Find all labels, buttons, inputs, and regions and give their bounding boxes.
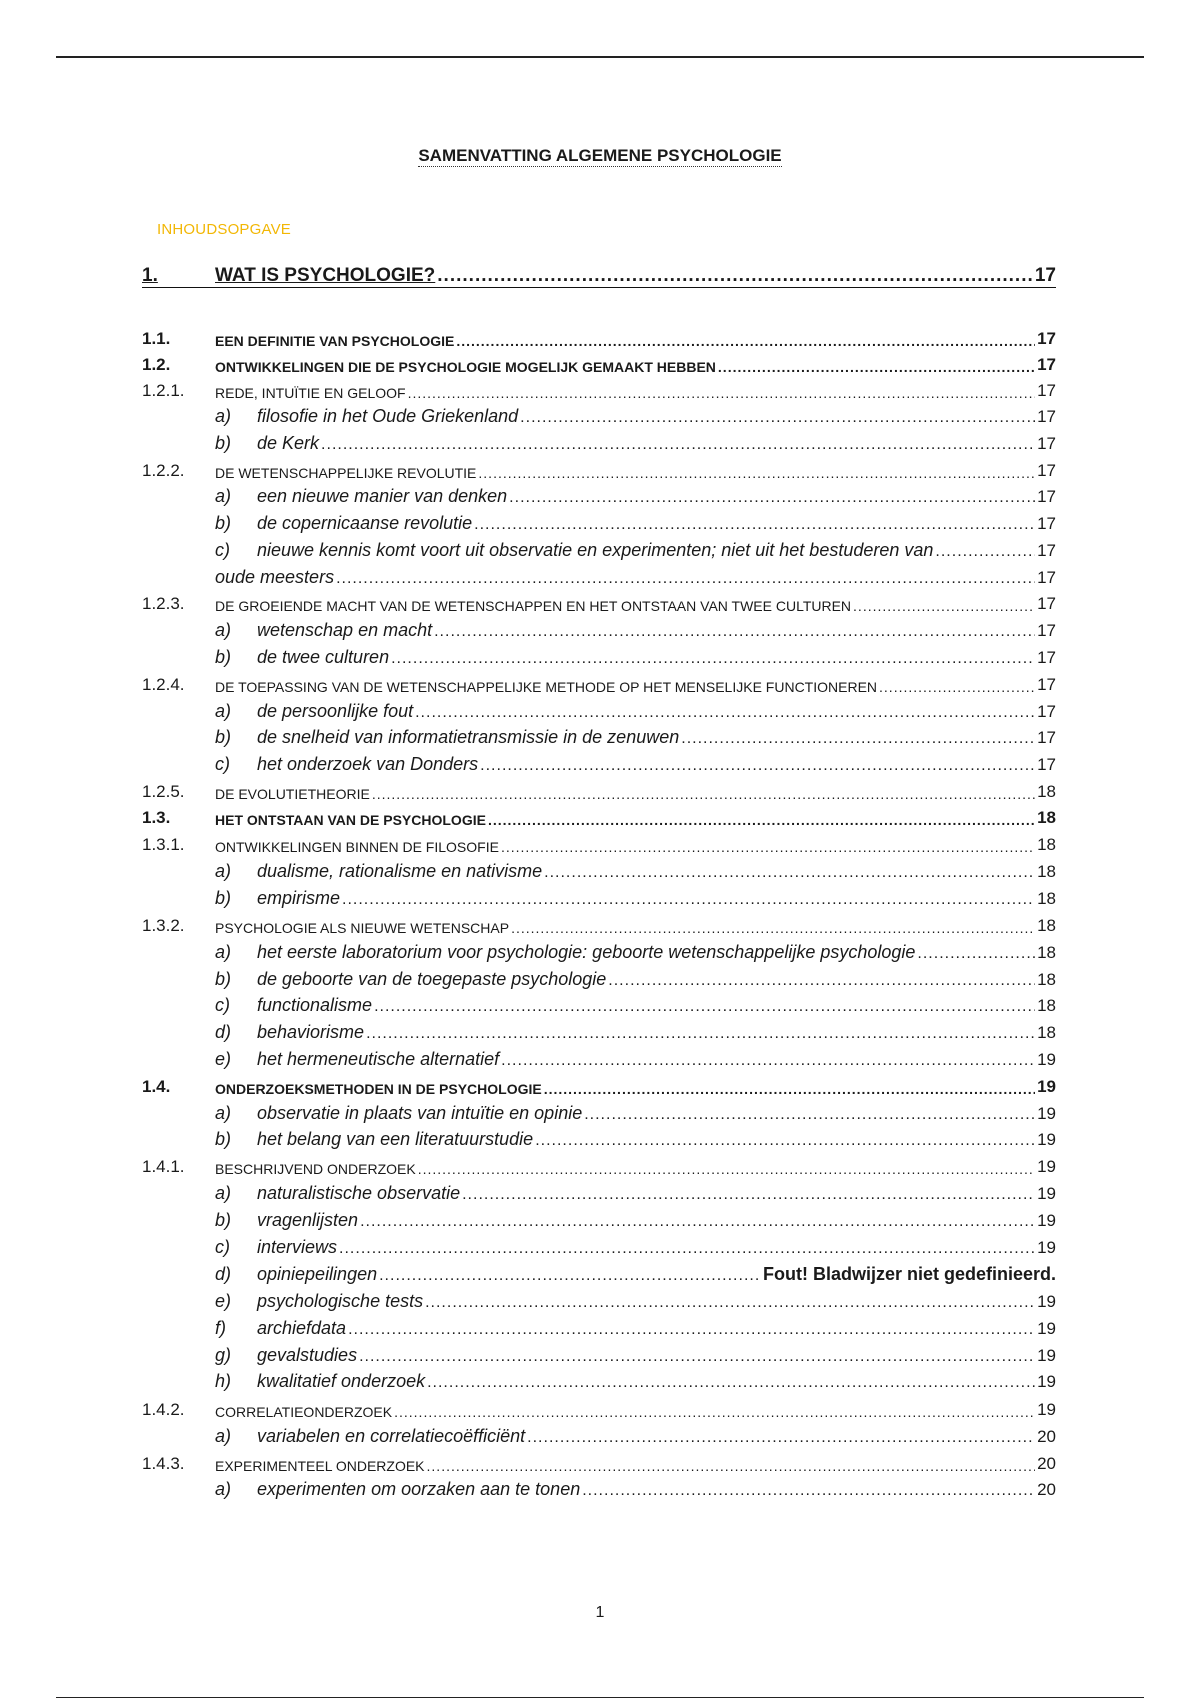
toc-entry-title: DE WETENSCHAPPELIJKE REVOLUTIE	[215, 465, 477, 481]
toc-entry[interactable]	[142, 428, 1056, 454]
toc-entry-title: psychologische tests	[257, 1291, 424, 1311]
header-rule	[56, 56, 1144, 58]
toc-entry-page: 19	[1037, 1346, 1056, 1365]
toc-entry[interactable]	[142, 642, 1056, 668]
toc-entry-number: 1.2.5.	[142, 782, 185, 801]
toc-entry-page: 18	[1037, 996, 1056, 1015]
toc-entry[interactable]	[142, 1286, 1056, 1312]
toc-entry-number: 1.2.3.	[142, 594, 185, 613]
toc-entry[interactable]	[142, 615, 1056, 641]
toc-dot-leader	[321, 438, 1035, 454]
toc-entry[interactable]	[142, 375, 1056, 401]
toc-entry-page: 19	[1037, 1077, 1056, 1096]
toc-entry[interactable]	[142, 1366, 1056, 1392]
toc-dot-leader	[339, 1242, 1035, 1258]
toc-entry-title: REDE, INTUÏTIE EN GELOOF	[215, 385, 406, 401]
toc-dot-leader	[408, 387, 1035, 401]
toc-entry-title: HET ONTSTAAN VAN DE PSYCHOLOGIE	[215, 812, 486, 828]
toc-entry-page: 17	[1037, 381, 1056, 400]
toc-dot-leader	[511, 922, 1035, 936]
toc-entry[interactable]	[142, 1205, 1056, 1231]
page-number: 1	[595, 1604, 605, 1621]
toc-entry-page: 17	[1037, 514, 1056, 533]
toc-dot-leader	[415, 706, 1035, 722]
toc-entry-letter: d)	[215, 1264, 232, 1284]
toc-dot-leader	[366, 1027, 1035, 1043]
toc-entry-page: 18	[1037, 916, 1056, 935]
toc-entry-page: 18	[1037, 1023, 1056, 1042]
toc-entry-page: 18	[1037, 970, 1056, 989]
toc-entry-number: 1.3.2.	[142, 916, 185, 935]
toc-dot-leader	[608, 974, 1035, 990]
toc-entry-page: 17	[1037, 675, 1056, 694]
toc-entry[interactable]	[142, 588, 1056, 614]
toc-entry[interactable]	[142, 669, 1056, 695]
toc-entry-title: interviews	[257, 1237, 338, 1257]
toc-entry-title: nieuwe kennis komt voort uit observatie en experimenten; niet uit het bestuderen van	[257, 540, 934, 560]
toc-entry[interactable]	[142, 722, 1056, 748]
toc-entry-number: 1.	[142, 265, 158, 286]
toc-entry-title: de persoonlijke fout	[257, 701, 414, 721]
toc-entry-title: het onderzoek van Donders	[257, 754, 479, 774]
toc-entry-letter: a)	[215, 1103, 232, 1123]
toc-dot-leader	[427, 1460, 1036, 1474]
toc-entry-title: empirisme	[257, 888, 341, 908]
toc-dot-leader	[584, 1108, 1035, 1124]
toc-entry-page: 17	[1037, 702, 1056, 721]
toc-entry-title: DE TOEPASSING VAN DE WETENSCHAPPELIJKE METHODE OP HET MENSELIJKE FUNCTIONEREN	[215, 679, 878, 695]
toc-entry-title: ONTWIKKELINGEN BINNEN DE FILOSOFIE	[215, 839, 499, 855]
toc-entry-page: 20	[1037, 1480, 1056, 1499]
toc-entry-page: 19	[1037, 1130, 1056, 1149]
toc-entry-letter: a)	[215, 701, 232, 721]
toc-entry-page: 17	[1037, 648, 1056, 667]
toc-entry-page: 19	[1037, 1157, 1056, 1176]
toc-dot-leader	[681, 732, 1035, 748]
toc-entry-number: 1.4.2.	[142, 1400, 185, 1419]
toc-entry-letter: e)	[215, 1291, 232, 1311]
toc-entry[interactable]	[142, 1340, 1056, 1366]
footer-rule	[56, 1697, 1144, 1698]
toc-heading: INHOUDSOPGAVE	[157, 221, 292, 238]
toc-entry-page: 18	[1037, 943, 1056, 962]
toc-entry-title: WAT IS PSYCHOLOGIE?	[215, 265, 436, 286]
toc-entry[interactable]	[142, 1151, 1056, 1177]
toc-entry[interactable]	[142, 1124, 1056, 1150]
toc-entry-title: het eerste laboratorium voor psychologie: geboorte wetenschappelijke psychologie	[257, 942, 916, 962]
toc-entry-page: 18	[1037, 862, 1056, 881]
toc-entry[interactable]	[142, 1232, 1056, 1258]
toc-entry-number: 1.4.1.	[142, 1157, 185, 1176]
toc-entry-letter: a)	[215, 620, 232, 640]
toc-entry-letter: b)	[215, 1210, 232, 1230]
toc-entry-title: DE EVOLUTIETHEORIE	[215, 786, 370, 802]
toc-entry-title: EXPERIMENTEEL ONDERZOEK	[215, 1458, 425, 1474]
toc-entry-page: 17	[1037, 728, 1056, 747]
toc-entry[interactable]	[142, 1044, 1056, 1070]
toc-entry-letter: a)	[215, 1426, 232, 1446]
toc-entry-title: BESCHRIJVEND ONDERZOEK	[215, 1161, 416, 1177]
toc-dot-leader	[917, 947, 1035, 963]
toc-entry-letter: d)	[215, 1022, 232, 1042]
toc-entry[interactable]	[142, 1448, 1056, 1474]
toc-entry[interactable]	[142, 802, 1056, 828]
toc-entry[interactable]	[142, 1394, 1056, 1420]
toc-entry-letter: h)	[215, 1371, 232, 1391]
toc-dot-leader	[478, 467, 1035, 481]
toc-entry-letter: a)	[215, 486, 232, 506]
toc-entry-letter: b)	[215, 647, 232, 667]
toc-entry-page: 18	[1037, 835, 1056, 854]
toc-entry[interactable]	[142, 829, 1056, 855]
toc-dot-leader	[935, 545, 1035, 561]
toc-entry-title: behaviorisme	[257, 1022, 365, 1042]
toc-entry-title: kwalitatief onderzoek	[257, 1371, 426, 1391]
toc-entry-letter: f)	[215, 1318, 226, 1338]
toc-entry-title: ONDERZOEKSMETHODEN IN DE PSYCHOLOGIE	[215, 1081, 542, 1097]
toc-entry-letter: b)	[215, 969, 232, 989]
toc-entry-title: gevalstudies	[257, 1345, 358, 1365]
toc-entry-letter: a)	[215, 1183, 232, 1203]
toc-entry[interactable]	[142, 776, 1056, 802]
toc-entry-number: 1.2.	[142, 355, 171, 374]
toc-entry-letter: b)	[215, 433, 232, 453]
toc-entry-letter: g)	[215, 1345, 232, 1365]
toc-entry-letter: c)	[215, 995, 230, 1015]
toc-dot-leader	[544, 1083, 1035, 1097]
toc-entry-title: wetenschap en macht	[257, 620, 433, 640]
toc-entry[interactable]	[142, 1313, 1056, 1339]
toc-entry-page: 19	[1037, 1104, 1056, 1123]
toc-entry-title: PSYCHOLOGIE ALS NIEUWE WETENSCHAP	[215, 920, 510, 936]
toc-entry-title: CORRELATIEONDERZOEK	[215, 1404, 393, 1420]
toc-dot-leader	[501, 1054, 1035, 1070]
toc-dot-leader	[360, 1215, 1035, 1231]
toc-entry[interactable]	[142, 1071, 1056, 1097]
toc-entry-title: het belang van een literatuurstudie	[257, 1129, 534, 1149]
toc-dot-leader	[480, 759, 1035, 775]
toc-entry-page: 19	[1037, 1372, 1056, 1391]
toc-entry[interactable]	[142, 696, 1056, 722]
toc-entry-letter: a)	[215, 942, 232, 962]
toc-entry[interactable]	[142, 481, 1056, 507]
toc-entry-page: 19	[1037, 1400, 1056, 1419]
toc-entry-title: filosofie in het Oude Griekenland	[257, 406, 519, 426]
toc-entry[interactable]	[142, 910, 1056, 936]
toc-dot-leader	[520, 411, 1035, 427]
toc-entry-number: 1.4.	[142, 1077, 171, 1096]
toc-entry[interactable]	[142, 749, 1056, 775]
toc-entry-page: 17	[1037, 487, 1056, 506]
toc-entry-letter: a)	[215, 406, 232, 426]
toc-entry-page: 19	[1037, 1319, 1056, 1338]
toc-entry-page: 18	[1037, 782, 1056, 801]
toc-entry-number: 1.3.	[142, 808, 171, 827]
toc-entry-page: Fout! Bladwijzer niet gedefinieerd.	[762, 1264, 1056, 1284]
toc-entry-letter: c)	[215, 754, 230, 774]
toc-entry-page: 19	[1037, 1292, 1056, 1311]
toc-entry[interactable]	[142, 508, 1056, 534]
toc-entry-title: experimenten om oorzaken aan te tonen	[257, 1479, 581, 1499]
toc-entry-page: 17	[1037, 329, 1056, 348]
toc-entry-page: 20	[1037, 1454, 1056, 1473]
toc-entry[interactable]	[142, 937, 1056, 963]
toc-dot-leader	[434, 625, 1035, 641]
toc-dot-leader	[391, 652, 1035, 668]
toc-entry-letter: b)	[215, 513, 232, 533]
toc-entry-letter: a)	[215, 1479, 232, 1499]
toc-entry-page: 17	[1037, 621, 1056, 640]
toc-dot-leader	[394, 1406, 1035, 1420]
toc-dot-leader	[474, 518, 1035, 534]
toc-entry[interactable]	[142, 1259, 1056, 1285]
toc-entry-title: observatie in plaats van intuïtie en opinie	[257, 1103, 583, 1123]
toc-entry[interactable]	[142, 401, 1056, 427]
toc-entry[interactable]	[142, 964, 1056, 990]
toc-entry[interactable]	[142, 1178, 1056, 1204]
toc-dot-leader	[336, 572, 1035, 588]
toc-dot-leader	[879, 681, 1035, 695]
toc-entry-title: naturalistische observatie	[257, 1183, 461, 1203]
toc-entry-title: EEN DEFINITIE VAN PSYCHOLOGIE	[215, 333, 455, 349]
toc-entry-number: 1.1.	[142, 329, 171, 348]
toc-dot-leader	[456, 335, 1035, 349]
toc-entry-page: 17	[1037, 407, 1056, 426]
toc-entry[interactable]	[142, 323, 1056, 349]
toc-dot-leader	[509, 491, 1035, 507]
toc-dot-leader	[427, 1376, 1035, 1392]
toc-entry-title: vragenlijsten	[257, 1210, 359, 1230]
toc-dot-leader	[501, 841, 1035, 855]
toc-dot-leader	[425, 1296, 1035, 1312]
toc-entry-number: 1.2.2.	[142, 461, 185, 480]
toc-entry-title: de copernicaanse revolutie	[257, 513, 473, 533]
toc-entry-letter: b)	[215, 1129, 232, 1149]
toc-entry-letter: b)	[215, 888, 232, 908]
toc-entry-page: 17	[1037, 755, 1056, 774]
toc-dot-leader	[342, 893, 1035, 909]
toc-entry-page: 19	[1037, 1184, 1056, 1203]
toc-entry-page: 18	[1037, 889, 1056, 908]
toc-dot-leader	[437, 268, 1033, 287]
toc-entry[interactable]	[142, 535, 1056, 561]
toc-entry[interactable]	[142, 562, 1056, 588]
toc-entry-page: 17	[1037, 568, 1056, 587]
toc-entry-letter: b)	[215, 727, 232, 747]
toc-entry-title: dualisme, rationalisme en nativisme	[257, 861, 543, 881]
toc-dot-leader	[348, 1323, 1035, 1339]
toc-entry-page: 17	[1037, 355, 1056, 374]
toc-dot-leader	[359, 1350, 1035, 1366]
toc-entry-page: 17	[1037, 594, 1056, 613]
toc-entry-number: 1.4.3.	[142, 1454, 185, 1473]
toc-entry-title: ONTWIKKELINGEN DIE DE PSYCHOLOGIE MOGELIJK GEMAAKT HEBBEN	[215, 359, 716, 375]
toc-dot-leader	[418, 1163, 1035, 1177]
toc-entry[interactable]	[142, 1421, 1056, 1447]
toc-entry-letter: e)	[215, 1049, 232, 1069]
toc-entry-letter: a)	[215, 861, 232, 881]
toc-entry[interactable]	[142, 856, 1056, 882]
toc-entry-title: de geboorte van de toegepaste psychologie	[257, 969, 607, 989]
toc-entry-number: 1.3.1.	[142, 835, 185, 854]
toc-entry-page: 17	[1037, 434, 1056, 453]
toc-dot-leader	[488, 814, 1035, 828]
toc-entry-title: de twee culturen	[257, 647, 390, 667]
toc-entry-page: 20	[1037, 1427, 1056, 1446]
toc-entry[interactable]	[142, 455, 1056, 481]
toc-entry-letter: c)	[215, 540, 230, 560]
toc-entry[interactable]	[142, 1098, 1056, 1124]
toc-dot-leader	[527, 1431, 1035, 1447]
toc-entry[interactable]	[142, 1017, 1056, 1043]
toc-dot-leader	[853, 600, 1035, 614]
toc-entry-letter: c)	[215, 1237, 230, 1257]
toc-dot-leader	[374, 1000, 1035, 1016]
toc-entry[interactable]	[142, 990, 1056, 1016]
toc-entry-number: 1.2.1.	[142, 381, 185, 400]
toc-dot-leader	[582, 1484, 1035, 1500]
toc-entry-title: archiefdata	[257, 1318, 347, 1338]
toc-entry-title: DE GROEIENDE MACHT VAN DE WETENSCHAPPEN EN HET ONTSTAAN VAN TWEE CULTUREN	[215, 598, 852, 614]
document-title: SAMENVATTING ALGEMENE PSYCHOLOGIE	[418, 146, 782, 165]
toc-entry[interactable]	[142, 349, 1056, 375]
toc-entry-page: 17	[1037, 541, 1056, 560]
toc-entry-page: 19	[1037, 1238, 1056, 1257]
toc-entry-page: 19	[1037, 1211, 1056, 1230]
toc-entry-page: 18	[1037, 808, 1056, 827]
toc-dot-leader	[372, 788, 1035, 802]
toc-dot-leader	[379, 1269, 761, 1285]
toc-entry[interactable]	[142, 883, 1056, 909]
toc-dot-leader	[718, 361, 1035, 375]
toc-dot-leader	[544, 866, 1035, 882]
toc-entry[interactable]	[142, 261, 1056, 288]
toc-dot-leader	[462, 1188, 1035, 1204]
toc-entry-title: het hermeneutische alternatief	[257, 1049, 500, 1069]
toc-entry-title: de snelheid van informatietransmissie in de zenuwen	[257, 727, 680, 747]
toc-entry-page: 17	[1034, 265, 1056, 286]
toc-entry-number: 1.2.4.	[142, 675, 185, 694]
toc-entry[interactable]	[142, 1474, 1056, 1500]
toc-entry-title: functionalisme	[257, 995, 373, 1015]
toc-entry-title: opiniepeilingen	[257, 1264, 378, 1284]
toc-entry-title: een nieuwe manier van denken	[257, 486, 508, 506]
toc-entry-title: variabelen en correlatiecoëfficiënt	[257, 1426, 526, 1446]
toc-entry-page: 17	[1037, 461, 1056, 480]
toc-dot-leader	[535, 1134, 1035, 1150]
toc-entry-page: 19	[1037, 1050, 1056, 1069]
toc-entry-title: de Kerk	[257, 433, 320, 453]
toc-entry-title: oude meesters	[215, 567, 335, 587]
